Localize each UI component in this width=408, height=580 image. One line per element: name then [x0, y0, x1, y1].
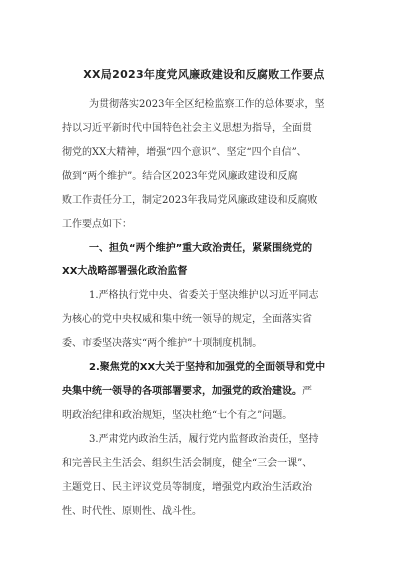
item-3-line: 和完善民主生活会、组织生活会制度，健全“三会一课”、 — [62, 458, 313, 469]
item-3-line: 3.严肃党内政治生活，履行党内监督政治责任，坚持 — [89, 434, 319, 445]
intro-line: 为贯彻落实2023年全区纪检监察工作的总体要求，坚 — [89, 99, 325, 110]
intro-line: 做到“两个维护”。结合区2023年党风廉政建设和反腐 — [62, 171, 298, 182]
document-title: XX局2023年度党风廉政建设和反腐败工作要点 — [83, 68, 325, 81]
item-1-line: 委、市委坚决落实“两个维护”十项制度机制。 — [62, 338, 263, 349]
intro-line: 彻党的XX大精神，增强“四个意识”、坚定“四个自信”、 — [62, 147, 307, 158]
item-3-line: 性、时代性、原则性、战斗性。 — [62, 506, 202, 517]
item-2-line — [62, 385, 312, 399]
item-2-normal-text: 严 — [302, 386, 312, 397]
item-2-bold-line: 2.聚焦党的XX大关于坚持和加强党的全面领导和党中 — [89, 362, 326, 373]
item-2-line: 明政治纪律和政治规矩，坚决杜绝“七个有之”问题。 — [62, 410, 293, 421]
intro-line: 败工作责任分工，制定2023年我局党风廉政建设和反腐败 — [62, 195, 318, 206]
section-heading: 一、担负“两个维护”重大政治责任，紧紧围绕党的 — [89, 243, 313, 254]
section-heading: XX大战略部署强化政治监督 — [62, 266, 188, 277]
intro-line: 工作要点如下： — [62, 219, 132, 230]
item-1-line: 1.严格执行党中央、省委关于坚决维护以习近平同志 — [89, 290, 319, 301]
item-1-line: 为核心的党中央权威和集中统一领导的规定，全面落实省 — [62, 314, 312, 325]
intro-line: 持以习近平新时代中国特色社会主义思想为指导，全面贯 — [62, 123, 312, 134]
item-2-bold-text: 央集中统一领导的各项部署要求，加强党的政治建设。 — [62, 386, 302, 397]
item-3-line: 主题党日、民主评议党员等制度，增强党内政治生活政治 — [62, 482, 312, 493]
